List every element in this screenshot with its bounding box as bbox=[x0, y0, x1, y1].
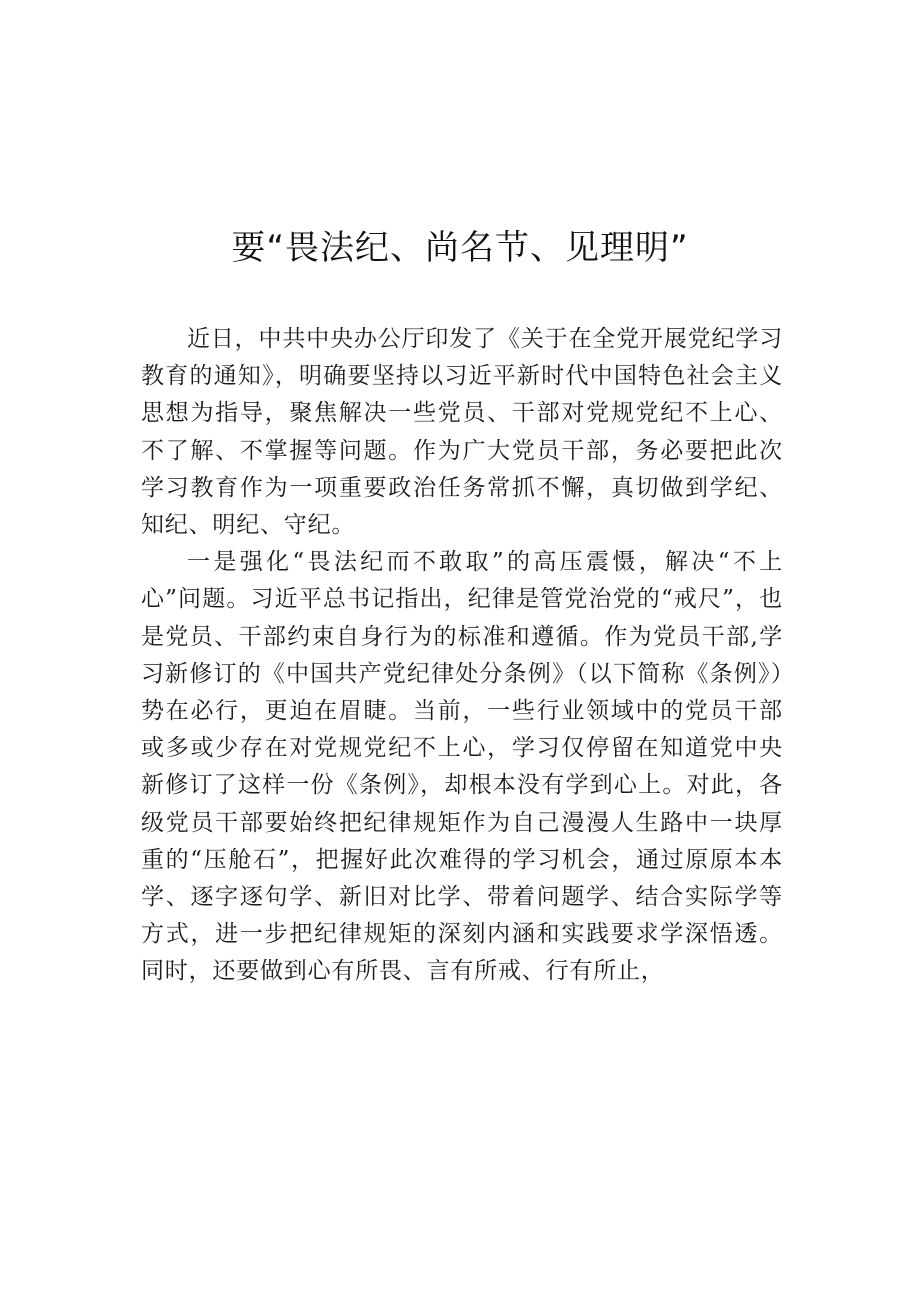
paragraph-point-one: 一是强化“畏法纪而不敢取”的高压震慑，解决“不上心”问题。习近平总书记指出，纪律是管党治党的“戒尺”，也是党员、干部约束自身行为的标准和遵循。作为党员干部,学习新修订的《中国共产党纪律处分条例》（以下简称《条例》）势在必行，更迫在眉睫。当前，一些行业领域中的党员干部或多或少存在对党规党纪不上心，学习仅停留在知道党中央新修订了这样一份《条例》，却根本没有学到心上。对此，各级党员干部要始终把纪律规矩作为自己漫漫人生路中一块厚重的“压舱石”，把握好此次难得的学习机会，通过原原本本学、逐字逐句学、新旧对比学、带着问题学、结合实际学等方式，进一步把纪律规矩的深刻内涵和实践要求学深悟透。同时，还要做到心有所畏、言有所戒、行有所止， bbox=[141, 549, 783, 985]
document-body bbox=[141, 321, 783, 991]
document-title: 要“畏法纪、尚名节、见理明” bbox=[231, 228, 689, 268]
paragraph-intro: 近日，中共中央办公厅印发了《关于在全党开展党纪学习教育的通知》，明确要坚持以习近平新时代中国特色社会主义思想为指导，聚焦解决一些党员、干部对党规党纪不上心、不了解、不掌握等问题。作为广大党员干部，务必要把此次学习教育作为一项重要政治任务常抓不懈，真切做到学纪、知纪、明纪、守纪。 bbox=[141, 326, 783, 539]
